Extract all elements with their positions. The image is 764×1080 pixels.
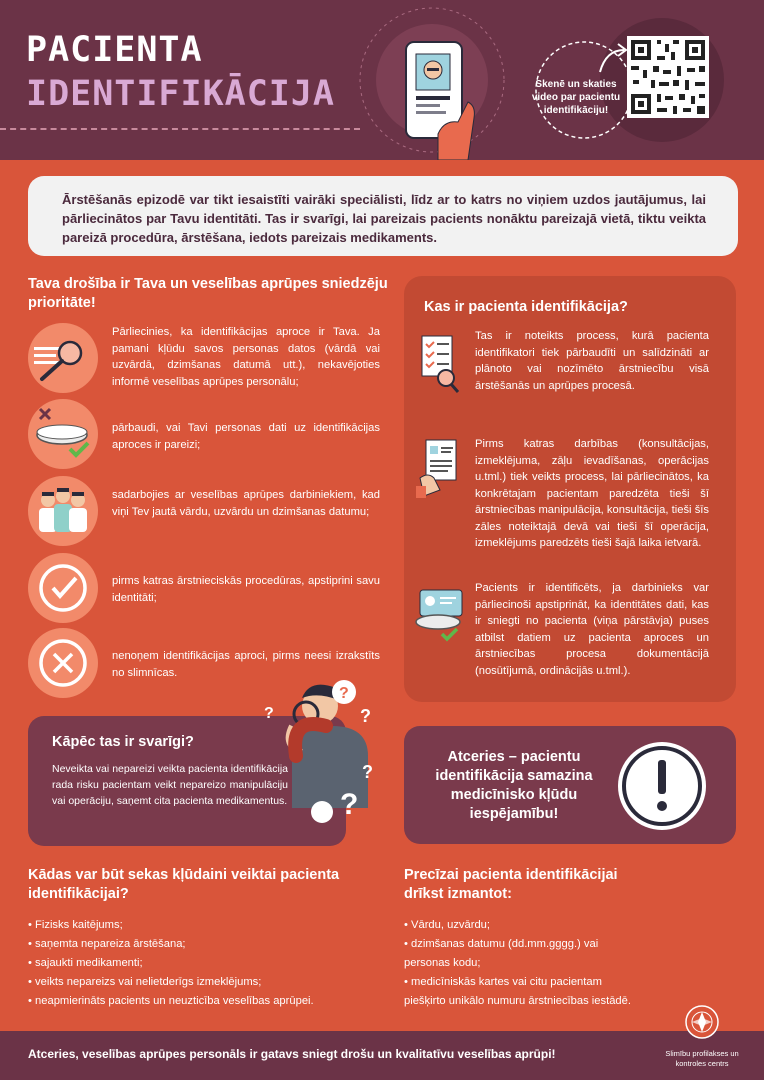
- safety-item-5: nenoņem identifikācijas aproci, pirms neesi izrakstīts no slimnīcas.: [112, 650, 380, 679]
- id-card-icon: [414, 588, 466, 644]
- qr-caption: Skenē un skaties video par pacientu identifikāciju!: [531, 79, 621, 116]
- allowed-item: • medicīniskās kartes vai citu pacientam: [404, 976, 602, 988]
- safety-item-4: pirms katras ārstnieciskās procedūras, apstiprini savu identitāti;: [112, 575, 380, 604]
- why-text: Neveikta vai nepareizi veikta pacienta identifikācija rada risku pacientam veikt nepareizo manipulāciju vai operāciju, saņemt cita pacienta medikamentus.: [52, 763, 288, 807]
- medical-staff-icon: [28, 476, 98, 546]
- qr-code-icon[interactable]: [627, 36, 709, 118]
- svg-text:?: ?: [360, 706, 371, 726]
- header-banner: [0, 0, 764, 160]
- checklist-icon: [416, 334, 464, 394]
- wristband-icon: [28, 399, 98, 469]
- consequence-item: • saņemta nepareiza ārstēšana;: [28, 938, 186, 950]
- check-circle-icon: [28, 553, 98, 623]
- safety-item-2: pārbaudi, vai Tavi personas dati uz identifikācijas aproces ir pareizi;: [112, 422, 380, 451]
- allowed-heading: Precīzai pacienta identifikācijai drīkst izmantot:: [404, 867, 618, 902]
- consequences-heading: Kādas var būt sekas kļūdaini veiktai pacienta identifikācijai?: [28, 867, 340, 902]
- what-heading: Kas ir pacienta identifikācija?: [424, 299, 628, 315]
- svg-text:?: ?: [340, 788, 359, 821]
- allowed-item: personas kodu;: [404, 957, 481, 969]
- logo-caption: Slimību profilakses un kontroles centrs: [665, 1049, 739, 1068]
- header-divider: [0, 128, 360, 130]
- svg-text:?: ?: [339, 685, 349, 702]
- magnifier-icon: [28, 323, 98, 393]
- what-item-1: Tas ir noteikts process, kurā pacienta identifikatori tiek pārbaudīti un salīdzināti ar plānoto vai nozīmēto ārstniecību visā ārstēšanās un aprūpes procesā.: [475, 330, 709, 392]
- confused-person-icon: [262, 668, 392, 828]
- what-item-2: Pirms katras darbības (konsultācijas, izmeklējuma, zāļu ievadīšanas, operācijas u.tml.) tiek veikts process, lai pārliecinātos, ka konkrētajam pacientam paredzēta tieši šī ārstniecības manipulācija, konsultācija, tieši šīs zāles noteiktajā devā vai tieši šī operācija, izmeklējums paredzēts tieši šajā laika ietvarā.: [475, 438, 709, 549]
- consequence-item: • veikts nepareizs vai nelietderīgs izmeklējums;: [28, 976, 262, 988]
- title-line2: IDENTIFIKĀCIJA: [26, 74, 336, 114]
- consequence-item: • Fizisks kaitējums;: [28, 919, 123, 931]
- svg-text:?: ?: [264, 705, 274, 722]
- consequence-item: • neapmierināts pacients un neuzticība veselības aprūpei.: [28, 995, 314, 1007]
- spkc-logo-icon: [684, 1004, 720, 1044]
- phone-id-icon: [398, 38, 478, 160]
- exclamation-icon: [614, 738, 710, 834]
- consequences-list: [28, 916, 314, 1011]
- allowed-item: • Vārdu, uzvārdu;: [404, 919, 491, 931]
- footer-text: Atceries, veselības aprūpes personāls ir gatavs sniegt drošu un kvalitatīvu veselības aprūpi!: [28, 1047, 556, 1061]
- svg-text:?: ?: [362, 762, 373, 782]
- x-circle-icon: [28, 628, 98, 698]
- allowed-item: • dzimšanas datumu (dd.mm.gggg.) vai: [404, 938, 599, 950]
- consequence-item: • sajaukti medikamenti;: [28, 957, 143, 969]
- intro-text: Ārstēšanās epizodē var tikt iesaistīti vairāki speciālisti, līdz ar to katrs no viņiem uzdos jautājumus, lai pārliecinātos par Tavu identitāti. Tas ir svarīgi, lai pareizais pacients nonāktu pareizajā vietā, tiktu veikta pareizā procedūra, ārstēšana, iedots pareizais medikaments.: [62, 192, 706, 245]
- document-hand-icon: [416, 438, 464, 498]
- safety-item-3: sadarbojies ar veselības aprūpes darbiniekiem, kad viņi Tev jautā vārdu, uzvārdu un dzimšanas datumu;: [112, 489, 380, 518]
- title-line1: PACIENTA: [26, 30, 203, 70]
- allowed-item: piešķirto unikālo numuru ārstniecības iestādē.: [404, 995, 631, 1007]
- what-item-3: Pacients ir identificēts, ja darbinieks var pārliecinoši apstiprināt, ka identitātes dati, kas ir sniegti no pacienta (viņa pārstāvja) puses atbilst datiem uz pacienta aproces un ārstniecības procesa dokumentācijā (nosūtījumā, ordinācijās u.tml.).: [475, 582, 709, 677]
- safety-item-1: Pārliecinies, ka identifikācijas aproce ir Tava. Ja pamani kļūdu savos personas datos (vārdā vai uzvārdā, dzimšanas datumā utt.), nekavējoties informē veselības aprūpes personālu;: [112, 326, 380, 388]
- remember-text: Atceries – pacientu identifikācija samazina medicīnisko kļūdu iespējamību!: [435, 749, 593, 822]
- safety-heading: Tava drošība ir Tava un veselības aprūpes sniedzēju prioritāte!: [28, 276, 388, 311]
- why-title: Kāpēc tas ir svarīgi?: [52, 734, 194, 750]
- allowed-list: [404, 916, 631, 1011]
